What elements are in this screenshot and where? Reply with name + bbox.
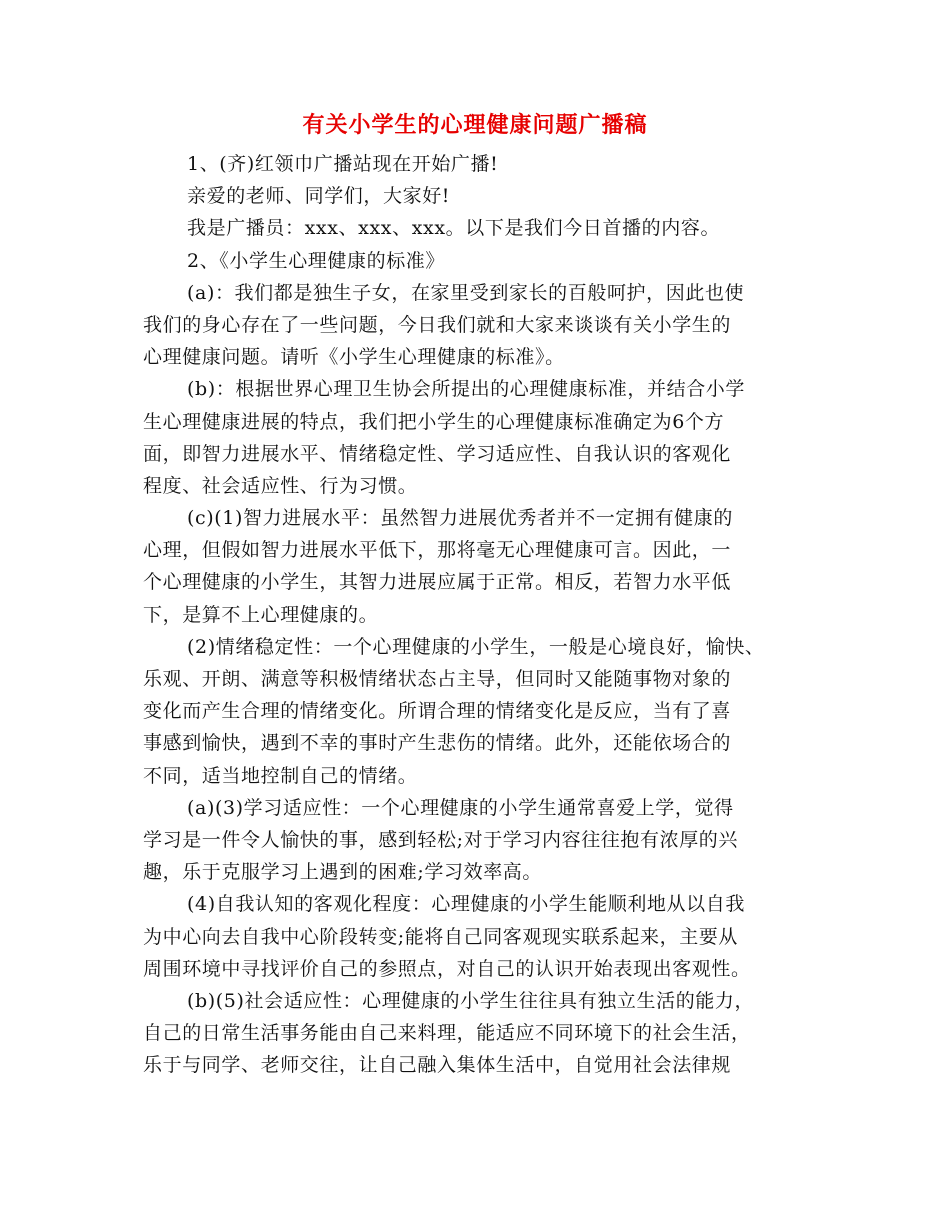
text-line: 变化而产生合理的情绪变化。所谓合理的情绪变化是反应，当有了喜	[143, 700, 732, 723]
text-line: 自己的日常生活事务能由自己来料理，能适应不同环境下的社会生活，	[143, 1022, 751, 1045]
text-line: 乐观、开朗、满意等积极情绪状态占主导，但同时又能随事物对象的	[143, 668, 732, 690]
text-line: 心理健康问题。请听《小学生心理健康的标准》。	[143, 346, 565, 369]
text-line: (2)情绪稳定性：一个心理健康的小学生，一般是心境良好，愉快、	[187, 635, 765, 658]
text-line: (b)(5)社会适应性：心理健康的小学生往往具有独立生活的能力，	[187, 989, 755, 1012]
text-line: 2、《小学生心理健康的标准》	[187, 249, 445, 272]
text-line: (b)：根据世界心理卫生协会所提出的心理健康标准，并结合小学	[187, 378, 745, 401]
document-body	[143, 148, 823, 1081]
text-line: 下，是算不上心理健康的。	[143, 603, 379, 626]
text-line: 为中心向去自我中心阶段转变;能将自己同客观现实联系起来，主要从	[143, 925, 739, 948]
text-line: 周围环境中寻找评价自己的参照点，对自己的认识开始表现出客观性。	[143, 957, 751, 980]
text-line: 事感到愉快，遇到不幸的事时产生悲伤的情绪。此外，还能依场合的	[143, 732, 732, 755]
text-line: (a)(3)学习适应性：一个心理健康的小学生通常喜爱上学，觉得	[187, 796, 734, 819]
text-line: 个心理健康的小学生，其智力进展应属于正常。相反，若智力水平低	[143, 571, 732, 594]
document-title: 有关小学生的心理健康问题广播稿	[302, 112, 648, 138]
text-line: 我是广播员：xxx、xxx、xxx。以下是我们今日首播的内容。	[187, 217, 721, 240]
text-line: 不同，适当地控制自己的情绪。	[143, 764, 418, 787]
text-line: 生心理健康进展的特点，我们把小学生的心理健康标准确定为6个方	[143, 410, 725, 433]
text-line: 面，即智力进展水平、情绪稳定性、学习适应性、自我认识的客观化	[143, 442, 732, 465]
text-line: (4)自我认知的客观化程度：心理健康的小学生能顺利地从以自我	[187, 893, 745, 916]
text-line: 心理，但假如智力进展水平低下，那将毫无心理健康可言。因此，一	[143, 539, 732, 562]
text-line: 我们的身心存在了一些问题，今日我们就和大家来谈谈有关小学生的	[143, 313, 732, 336]
text-line: 亲爱的老师、同学们，大家好!	[187, 185, 451, 208]
text-line: (c)(1)智力进展水平：虽然智力进展优秀者并不一定拥有健康的	[187, 507, 733, 530]
text-line: 1、(齐)红领巾广播站现在开始广播!	[187, 153, 499, 175]
text-line: 学习是一件令人愉快的事，感到轻松;对于学习内容往往抱有浓厚的兴	[143, 828, 739, 851]
text-line: 乐于与同学、老师交往，让自己融入集体生活中，自觉用社会法律规	[143, 1054, 732, 1077]
text-line: (a)：我们都是独生子女，在家里受到家长的百般呵护，因此也使	[187, 281, 745, 304]
text-line: 趣，乐于克服学习上遇到的困难;学习效率高。	[143, 861, 543, 884]
text-line: 程度、社会适应性、行为习惯。	[143, 474, 418, 497]
